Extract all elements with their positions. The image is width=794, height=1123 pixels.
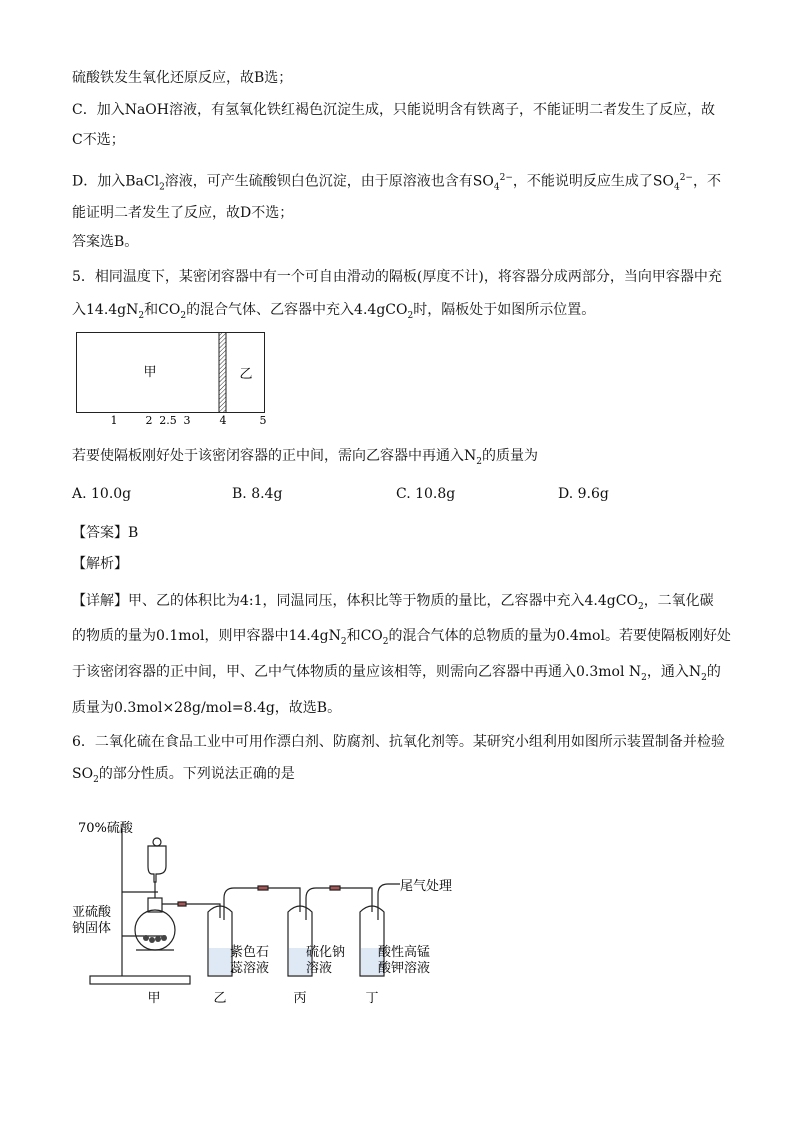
text: 时，隔板处于如图所示位置。 — [413, 302, 596, 318]
text: 的 — [706, 664, 721, 680]
label-litmus-2: 蕊溶液 — [230, 961, 270, 976]
label-solid-1: 亚硫酸 — [72, 905, 112, 920]
label-na2s-1: 硫化钠 — [306, 945, 346, 960]
label-jia: 甲 — [143, 365, 157, 380]
label-kmno4-2: 酸钾溶液 — [378, 961, 431, 976]
question-6-line — [72, 764, 295, 790]
separatory-funnel — [148, 846, 166, 882]
superscript: 2− — [499, 173, 513, 183]
label-na2s-2: 溶液 — [306, 961, 333, 976]
text: 于该密闭容器的正中间，甲、乙中气体物质的量应该相等，则需向乙容器中再通入0.3mol N — [72, 664, 642, 680]
flask — [135, 910, 175, 950]
text: 5．相同温度下，某密闭容器中有一个可自由滑动的隔板(厚度不计)，将容器分成两部分，当向甲容器中充 — [72, 269, 722, 285]
subscript: 2 — [93, 774, 99, 785]
label-solid-2: 钠固体 — [72, 921, 112, 936]
tick-label: 1 — [110, 414, 118, 426]
text: 答案选B。 — [72, 234, 139, 250]
label-acid: 70%硫酸 — [78, 821, 133, 836]
text: C．加入NaOH溶液，有氢氧化铁红褐色沉淀生成，只能说明含有铁离子，不能证明二者发生了反应，故 — [72, 102, 715, 118]
subscript: 2 — [637, 601, 644, 612]
text: 的物质的量为0.1mol，则甲容器中14.4gN — [72, 628, 341, 644]
text-line — [72, 203, 293, 223]
label-tail-gas: 尾气处理 — [400, 879, 453, 894]
text-line — [72, 100, 715, 120]
label-yi: 乙 — [239, 367, 253, 382]
analysis-label: 【解析】 — [72, 556, 128, 572]
subscript: 2 — [407, 310, 414, 321]
superscript: 2− — [679, 173, 693, 183]
text: 的部分性质。下列说法正确的是 — [98, 766, 295, 782]
text: 的混合气体的总物质的量为0.4mol。若要使隔板刚好处 — [388, 628, 731, 644]
text: 若要使隔板刚好处于该密闭容器的正中间，需向乙容器中再通入N — [72, 448, 477, 464]
option-d: D. 9.6g — [558, 486, 609, 502]
option-b: B. 8.4g — [232, 486, 283, 502]
subscript: 2 — [159, 182, 165, 193]
text: 质量为0.3mol×28g/mol=8.4g，故选B。 — [72, 700, 342, 716]
label-ding: 丁 — [365, 991, 379, 1006]
liquid — [209, 948, 231, 975]
label-kmno4-1: 酸性高锰 — [378, 945, 431, 960]
text-line — [72, 68, 292, 88]
question-5-line — [72, 267, 722, 287]
text-line — [72, 232, 138, 252]
container-outline — [77, 333, 265, 413]
container-partition-figure — [76, 330, 276, 426]
question-5-line — [72, 300, 595, 326]
partition — [219, 333, 226, 413]
text: 的混合气体、乙容器中充入4.4gCO — [186, 302, 408, 318]
text: 6．二氧化硫在食品工业中可用作漂白剂、防腐剂、抗氧化剂等。某研究小组利用如图所示装置制备并检验 — [72, 734, 725, 750]
detail-line — [72, 698, 341, 718]
subscript: 2 — [340, 636, 347, 647]
text: 硫酸铁发生氧化还原反应，故B选； — [72, 70, 293, 86]
tick-label: 3 — [183, 414, 191, 426]
tube-connector — [330, 886, 340, 890]
text: ，不 — [692, 173, 721, 190]
subscript: 4 — [493, 182, 500, 193]
text: ，不能说明反应生成了SO — [512, 173, 674, 190]
tick-label: 5 — [259, 414, 267, 426]
subscript: 2 — [476, 456, 482, 467]
text: 入14.4gN — [72, 302, 139, 318]
subscript: 2 — [382, 636, 389, 647]
text-line — [72, 130, 125, 150]
subscript: 4 — [673, 182, 680, 193]
stand-base — [90, 976, 190, 984]
label-litmus-1: 紫色石 — [230, 945, 270, 960]
text: 和CO — [144, 302, 181, 318]
detail-line — [72, 662, 721, 688]
tick-label: 2.5 — [159, 414, 177, 426]
text: ，通入N — [646, 664, 702, 680]
tube — [378, 884, 400, 920]
tube-connector — [258, 886, 268, 890]
tick-label: 2 — [145, 414, 153, 426]
funnel-stopper — [153, 838, 161, 846]
label-yi: 乙 — [213, 991, 227, 1006]
text: SO — [72, 766, 94, 782]
answer-label: 【答案】B — [72, 525, 139, 541]
text: 【详解】甲、乙的体积比为4:1，同温同压，体积比等于物质的量比，乙容器中充入4.4gCO — [72, 593, 638, 609]
tube — [306, 888, 372, 920]
text: D．加入BaCl — [72, 173, 160, 190]
option-a: A. 10.0g — [72, 486, 132, 502]
text: 和CO — [346, 628, 383, 644]
text: 的质量为 — [481, 448, 538, 464]
option-c: C. 10.8g — [396, 486, 456, 502]
text: 溶液，可产生硫酸钡白色沉淀，由于原溶液也含有SO — [164, 173, 494, 190]
tube-connector — [178, 902, 186, 906]
tube — [162, 904, 220, 918]
question-6-line — [72, 732, 725, 752]
subscript: 2 — [641, 672, 647, 683]
tick-label: 4 — [219, 414, 227, 426]
apparatus-figure — [70, 808, 470, 1008]
text: ，二氧化碳 — [643, 593, 714, 609]
subscript: 2 — [701, 672, 707, 683]
label-jia: 甲 — [147, 991, 161, 1006]
question-5-line — [72, 446, 538, 472]
label-bing: 丙 — [293, 991, 307, 1006]
subscript: 2 — [180, 310, 187, 321]
subscript: 2 — [138, 310, 145, 321]
detail-line — [72, 626, 731, 652]
text-line — [72, 168, 721, 197]
text: 能证明二者发生了反应，故D不选； — [72, 205, 294, 221]
detail-line — [72, 591, 714, 617]
text: C不选； — [72, 132, 125, 148]
